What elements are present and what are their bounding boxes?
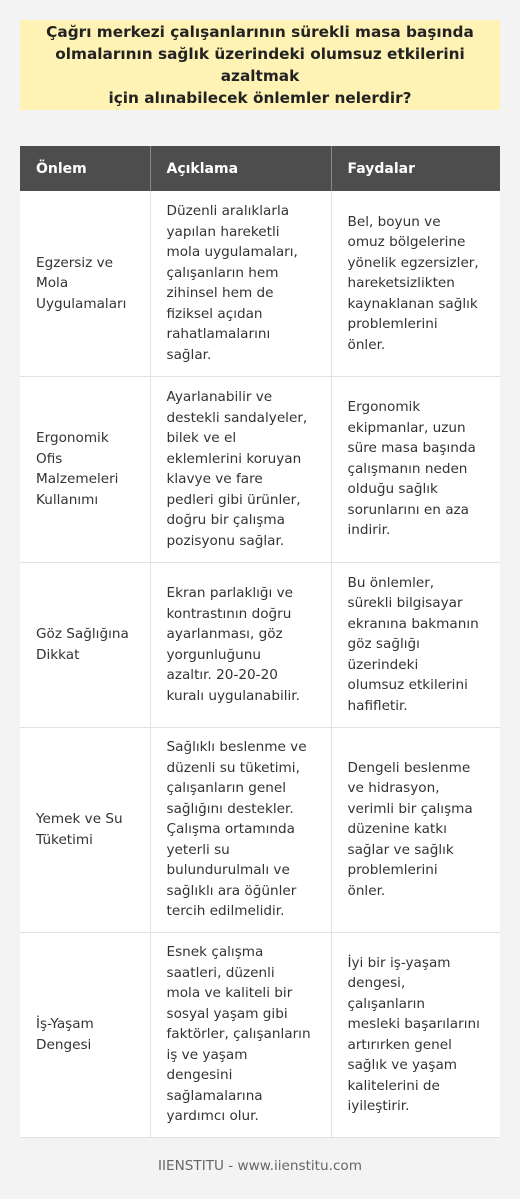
description-cell <box>150 562 331 727</box>
measure-text: Göz Sağlığına Dikkat <box>36 626 129 663</box>
description-cell <box>150 932 331 1137</box>
header-measure: Önlem <box>20 146 150 191</box>
table-row <box>20 376 500 562</box>
measure-text: Egzersiz ve Mola Uygulamaları <box>36 254 127 312</box>
measure-cell <box>20 562 150 727</box>
table-row <box>20 562 500 727</box>
description-cell <box>150 727 331 932</box>
benefits-cell <box>331 727 500 932</box>
header-description: Açıklama <box>150 146 331 191</box>
question-title-box <box>20 20 500 110</box>
benefits-cell <box>331 191 500 376</box>
question-title: Çağrı merkezi çalışanlarının sürekli masa başında olmalarının sağlık üzerindeki olumsuz etkilerini azaltmak için alınabilecek önlemler nelerdir? <box>46 23 474 107</box>
benefits-cell <box>331 562 500 727</box>
measure-cell <box>20 191 150 376</box>
table-body <box>20 191 500 1137</box>
footer-credit: IIENSTITU - www.iienstitu.com <box>158 1158 362 1174</box>
table-row <box>20 932 500 1137</box>
measure-cell <box>20 727 150 932</box>
measure-cell <box>20 376 150 562</box>
description-cell <box>150 376 331 562</box>
benefits-text: İyi bir iş-yaşam dengesi, çalışanların mesleki başarılarını artırırken genel sağlık ve yaşam kalitelerini de iyileştirir. <box>347 954 480 1114</box>
benefits-text: Bel, boyun ve omuz bölgelerine yönelik egzersizler, hareketsizlikten kaynaklanan sağlık problemlerini önler. <box>347 213 479 353</box>
description-text: Esnek çalışma saatleri, düzenli mola ve kaliteli bir sosyal yaşam gibi faktörler, çalışanların iş ve yaşam dengesini sağlamalarına yardımcı olur. <box>166 944 311 1125</box>
measure-cell <box>20 932 150 1137</box>
benefits-text: Dengeli beslenme ve hidrasyon, verimli bir çalışma düzenine katkı sağlar ve sağlık problemlerini önler. <box>347 759 473 899</box>
description-text: Ayarlanabilir ve destekli sandalyeler, bilek ve el eklemlerini koruyan klavye ve fare pedleri gibi ürünler, doğru bir çalışma pozisyonu sağlar. <box>166 389 308 549</box>
table-row <box>20 727 500 932</box>
description-text: Sağlıklı beslenme ve düzenli su tüketimi, çalışanların genel sağlığını destekler. Çalışma ortamında yeterli su bulundurulmalı ve sağlıklı ara öğünler tercih edilmelidir. <box>166 739 307 920</box>
benefits-cell <box>331 376 500 562</box>
description-text: Ekran parlaklığı ve kontrastının doğru ayarlanması, göz yorgunluğunu azaltır. 20-20-20 kuralı uygulanabilir. <box>166 585 300 704</box>
benefits-cell <box>331 932 500 1137</box>
measure-text: Yemek ve Su Tüketimi <box>36 811 123 848</box>
description-cell <box>150 191 331 376</box>
benefits-text: Bu önlemler, sürekli bilgisayar ekranına bakmanın göz sağlığı üzerindeki olumsuz etkilerini hafifletir. <box>347 574 479 714</box>
description-text: Düzenli aralıklarla yapılan hareketli mola uygulamaları, çalışanların hem zihinsel hem de fiziksel açıdan rahatlamalarını sağlar. <box>166 203 298 363</box>
measure-text: İş-Yaşam Dengesi <box>36 1016 94 1053</box>
benefits-text: Ergonomik ekipmanlar, uzun süre masa başında çalışmanın neden olduğu sağlık sorunlarını en aza indirir. <box>347 399 476 539</box>
table-row <box>20 191 500 376</box>
measure-text: Ergonomik Ofis Malzemeleri Kullanımı <box>36 430 119 508</box>
measures-table <box>20 146 500 1138</box>
table-header <box>20 146 500 191</box>
header-benefits: Faydalar <box>331 146 500 191</box>
